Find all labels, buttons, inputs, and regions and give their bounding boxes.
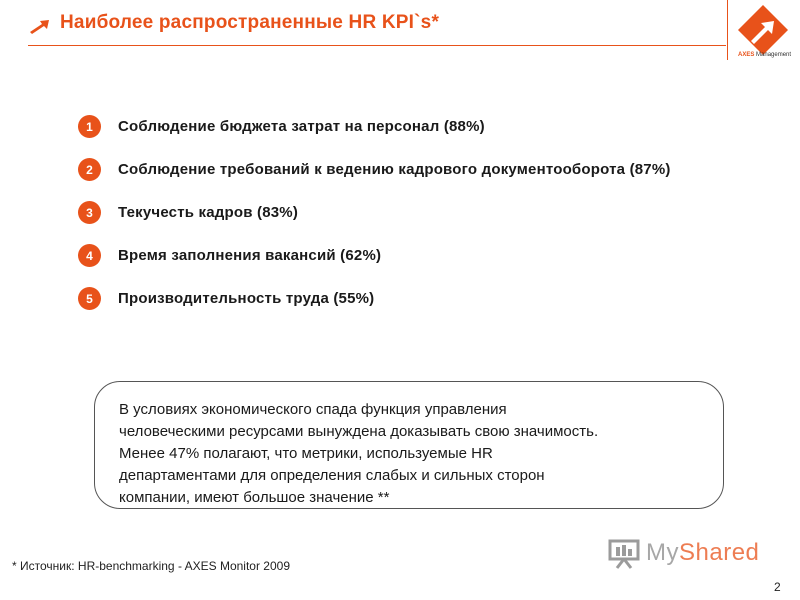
kpi-label: Соблюдение бюджета затрат на персонал (88%): [118, 118, 485, 135]
callout-text: В условиях экономического спада функция управления человеческими ресурсами вынуждена доказывать свою значимость. Менее 47% полагают, что метрики, используемые HR департаментами для определения слабых и сильных сторон компании, имеют большое значение **: [119, 401, 599, 506]
watermark-text: MyShared: [646, 539, 760, 566]
myshared-watermark: [608, 537, 768, 571]
kpi-number-badge: 1: [78, 115, 101, 138]
logo-divider: [727, 0, 728, 60]
kpi-number-badge: 2: [78, 158, 101, 181]
kpi-label: Соблюдение требований к ведению кадрового документооборота (87%): [118, 161, 671, 178]
callout-box: [94, 381, 724, 509]
title-arrow-icon: [28, 18, 50, 34]
presentation-board-icon: [608, 539, 640, 569]
kpi-number-badge: 5: [78, 287, 101, 310]
title-divider: [28, 45, 726, 46]
kpi-label: Производительность труда (55%): [118, 290, 375, 307]
source-footnote: * Источник: HR-benchmarking - AXES Monitor 2009: [12, 559, 290, 573]
page-number: 2: [774, 580, 781, 594]
kpi-label: Время заполнения вакансий (62%): [118, 247, 382, 264]
kpi-label: Текучесть кадров (83%): [118, 204, 299, 221]
page-title: Наиболее распространенные HR KPI`s*: [60, 12, 440, 33]
kpi-number-badge: 4: [78, 244, 101, 267]
kpi-number-badge: 3: [78, 201, 101, 224]
logo-caption: AXES Management: [738, 52, 792, 58]
